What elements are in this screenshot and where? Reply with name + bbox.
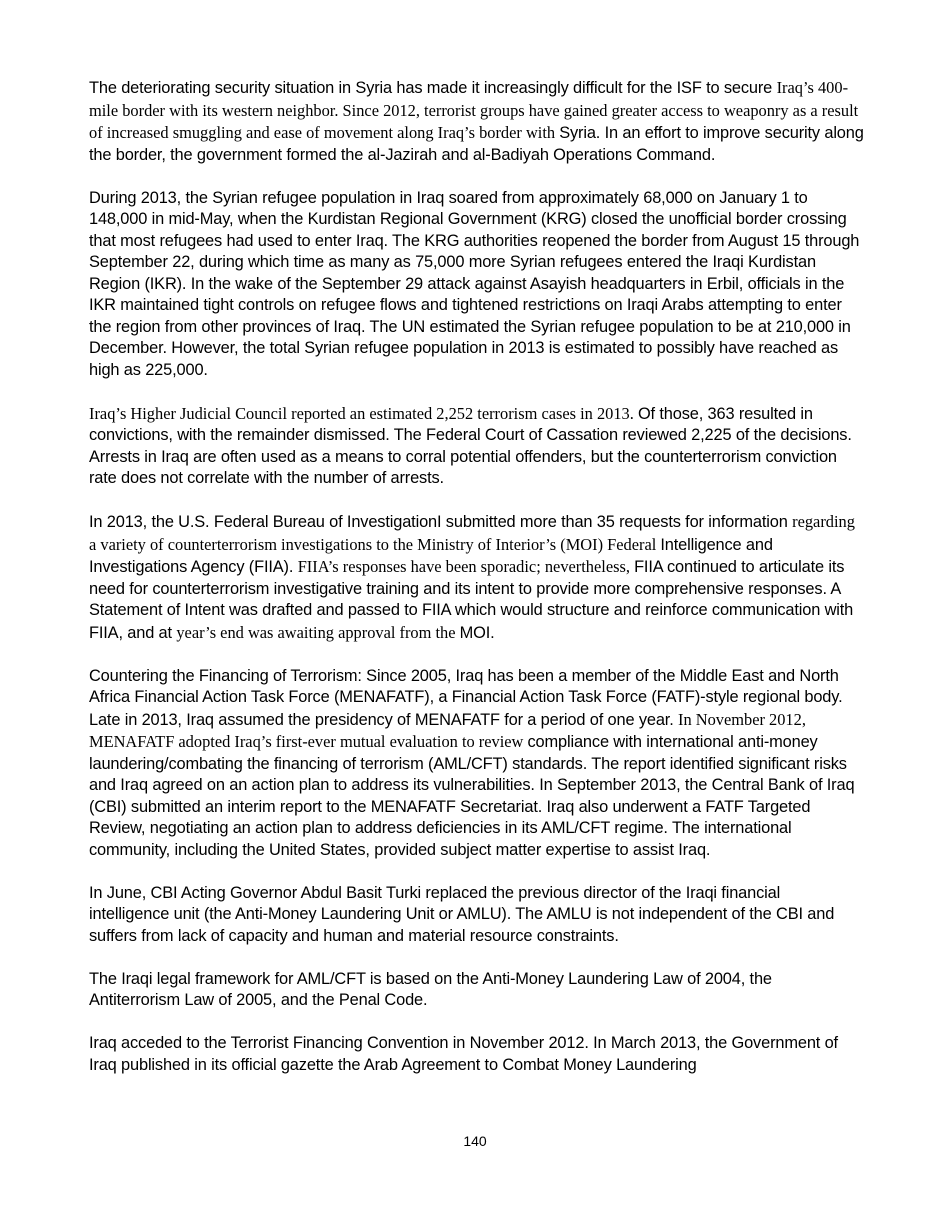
paragraph-judicial-council bbox=[89, 403, 864, 490]
text-run: Of those, 363 resulted in convictions, with the remainder dismissed. The Federal Court of Cassation reviewed 2,225 of the decisions. Arrests in Iraq are often used as a means to corral potential offenders, but the counterterrorism conviction rate does not correlate with the number of arrests. bbox=[89, 404, 852, 487]
text-run: year’s end was awaiting approval from the bbox=[176, 622, 460, 642]
text-run: Intelligence and Investigations Agency (FIIA). bbox=[89, 535, 773, 576]
text-run: Iraq acceded to the Terrorist Financing Convention in November 2012. In March 2013, the Government of Iraq published in its official gazette the Arab Agreement to Combat Money Laundering bbox=[89, 1034, 838, 1074]
text-run: Iraq’s 400-mile border with its western neighbor. Since 2012, terrorist groups have gained greater access to weaponry as a result of increased smuggling and ease of movement along Iraq’s border with bbox=[89, 78, 859, 142]
text-run: FIIA’s responses have been sporadic; nevertheless, bbox=[297, 557, 635, 576]
text-run: compliance with international anti-money laundering/combating the financing of terrorism (AML/CFT) standards. The report identified significant risks and Iraq agreed on an action plan to address its vulnerabilities. In September 2013, the Central Bank of Iraq (CBI) submitted an interim report to the MENAFATF Secretariat. Iraq also underwent a FATF Targeted Review, negotiating an action plan to address deficiencies in its AML/CFT regime. The international community, including the United States, provided subject matter expertise to assist Iraq. bbox=[89, 733, 855, 859]
text-run: During 2013, the Syrian refugee population in Iraq soared from approximately 68,000 on January 1 to 148,000 in mid-May, when the Kurdistan Regional Government (KRG) closed the unofficial border crossing that most refugees had used to enter Iraq. The KRG authorities reopened the border from August 15 through September 22, during which time as many as 75,000 more Syrian refugees entered the Iraqi Kurdistan Region (IKR). In the wake of the September 29 attack against Asayish headquarters in Erbil, officials in the IKR maintained tight controls on refugee flows and tightened restrictions on Iraqi Arabs attempting to enter the region from other provinces of Iraq. The UN estimated the Syrian refugee population to be at 210,000 in December. However, the total Syrian refugee population in 2013 is estimated to possibly have reached as high as 225,000. bbox=[89, 188, 860, 379]
paragraph-legal-framework bbox=[89, 969, 864, 1012]
paragraph-countering-financing bbox=[89, 666, 864, 862]
text-run: Iraq’s Higher Judicial Council reported an estimated 2,252 terrorism cases in 2013. bbox=[89, 403, 638, 423]
text-run: regarding a variety of counterterrorism investigations to the Ministry of Interior’s (MOI) Federal bbox=[89, 512, 855, 554]
paragraph-terrorist-financing-convention bbox=[89, 1033, 864, 1076]
text-run: Syria. In an effort to improve security along the border, the government formed the al-Jazirah and al-Badiyah Operations Command. bbox=[89, 124, 864, 164]
paragraph-amlu-director bbox=[89, 883, 864, 948]
text-run: The deteriorating security situation in Syria has made it increasingly difficult for the ISF to secure bbox=[89, 79, 777, 97]
text-run: In 2013, the U.S. Federal Bureau of InvestigationI submitted more than 35 requests for information bbox=[89, 513, 793, 531]
paragraph-fbi-requests bbox=[89, 511, 864, 644]
page-number: 140 bbox=[463, 1133, 487, 1149]
paragraph-syrian-refugees bbox=[89, 188, 864, 382]
paragraph-syria-border-security bbox=[89, 77, 864, 166]
text-run: Since 2005, Iraq has been a member of the Middle East and North Africa Financial Action Task Force (MENAFATF), a Financial Action Task Force (FATF)-style regional body. Late in 2013, Iraq assumed the presidency of MENAFATF for a period of one year. bbox=[89, 666, 843, 729]
text-run: The Iraqi legal framework for AML/CFT is based on the Anti-Money Laundering Law of 2004, the Antiterrorism Law of 2005, and the Penal Code. bbox=[89, 969, 772, 1009]
text-run: FIIA continued to articulate its need for counterterrorism investigative training and its intent to provide more comprehensive responses. A Statement of Intent was drafted and passed to FIIA which would structure and reinforce communication with FIIA, and at bbox=[89, 558, 854, 642]
document-page bbox=[89, 77, 864, 1076]
text-run: In November 2012, MENAFATF adopted Iraq’s first-ever mutual evaluation to review bbox=[89, 709, 806, 751]
text-run: In June, CBI Acting Governor Abdul Basit Turki replaced the previous director of the Iraqi financial intelligence unit (the Anti-Money Laundering Unit or AMLU). The AMLU is not independent of the CBI and suffers from lack of capacity and human and material resource constraints. bbox=[89, 883, 835, 945]
text-run: MOI. bbox=[459, 623, 495, 642]
section-heading: Countering the Financing of Terrorism: bbox=[89, 666, 362, 685]
